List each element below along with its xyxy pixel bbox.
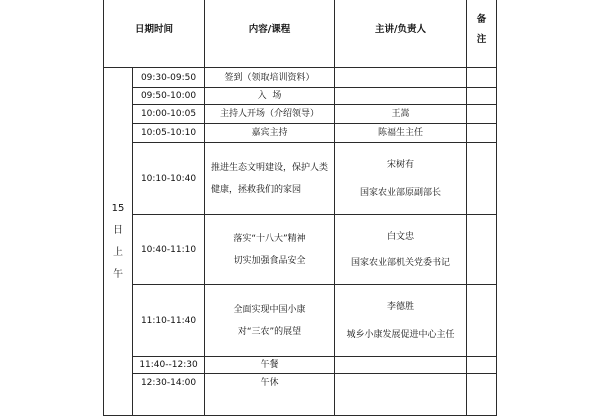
header-date-time: 日期时间 xyxy=(104,0,205,68)
remark-cell xyxy=(467,215,497,285)
remark-cell xyxy=(467,68,497,88)
time-cell: 09:30-09:50 xyxy=(133,68,205,88)
remark-cell xyxy=(467,285,497,357)
speaker-cell xyxy=(335,88,467,105)
content-cell: 主持人开场（介绍领导） xyxy=(205,105,335,124)
time-cell: 12:30-14:00 xyxy=(133,374,205,416)
time-cell: 10:00-10:05 xyxy=(133,105,205,124)
speaker-cell: 陈福生主任 xyxy=(335,124,467,143)
time-cell: 11:10-11:40 xyxy=(133,285,205,357)
table-row xyxy=(104,88,497,105)
table-row xyxy=(104,143,497,215)
time-cell: 09:50-10:00 xyxy=(133,88,205,105)
content-cell: 午餐 xyxy=(205,357,335,374)
remark-cell xyxy=(467,143,497,215)
speaker-cell: 李德胜 城乡小康发展促进中心主任 xyxy=(335,285,467,357)
table-row xyxy=(104,124,497,143)
table-row xyxy=(104,285,497,357)
content-cell: 落实“十八大”精神 切实加强食品安全 xyxy=(205,215,335,285)
header-content: 内容/课程 xyxy=(205,0,335,68)
content-cell: 推进生态文明建设，保护人类 健康，拯救我们的家园 xyxy=(205,143,335,215)
table-row xyxy=(104,357,497,374)
content-cell: 全面实现中国小康 对“三农”的展望 xyxy=(205,285,335,357)
table-row xyxy=(104,105,497,124)
time-cell: 10:05-10:10 xyxy=(133,124,205,143)
content-cell: 嘉宾主持 xyxy=(205,124,335,143)
remark-cell xyxy=(467,357,497,374)
remark-cell xyxy=(467,88,497,105)
speaker-cell xyxy=(335,374,467,416)
speaker-cell: 白文忠 国家农业部机关党委书记 xyxy=(335,215,467,285)
header-remark: 备 注 xyxy=(467,0,497,68)
speaker-cell xyxy=(335,357,467,374)
schedule-sheet xyxy=(103,0,496,416)
header-speaker: 主讲/负责人 xyxy=(335,0,467,68)
content-cell: 签到（领取培训资料） xyxy=(205,68,335,88)
remark-cell xyxy=(467,105,497,124)
speaker-cell xyxy=(335,68,467,88)
content-cell: 入 场 xyxy=(205,88,335,105)
speaker-cell: 王嵩 xyxy=(335,105,467,124)
table-row xyxy=(104,68,497,88)
table-row xyxy=(104,215,497,285)
schedule-table xyxy=(103,0,497,416)
header-row xyxy=(104,0,497,68)
remark-cell xyxy=(467,124,497,143)
time-cell: 10:10-10:40 xyxy=(133,143,205,215)
time-cell: 10:40-11:10 xyxy=(133,215,205,285)
time-cell: 11:40--12:30 xyxy=(133,357,205,374)
remark-cell xyxy=(467,374,497,416)
content-cell: 午休 xyxy=(205,374,335,416)
speaker-cell: 宋树有 国家农业部原副部长 xyxy=(335,143,467,215)
table-row xyxy=(104,374,497,416)
date-cell: 15 日 上 午 xyxy=(104,68,133,416)
